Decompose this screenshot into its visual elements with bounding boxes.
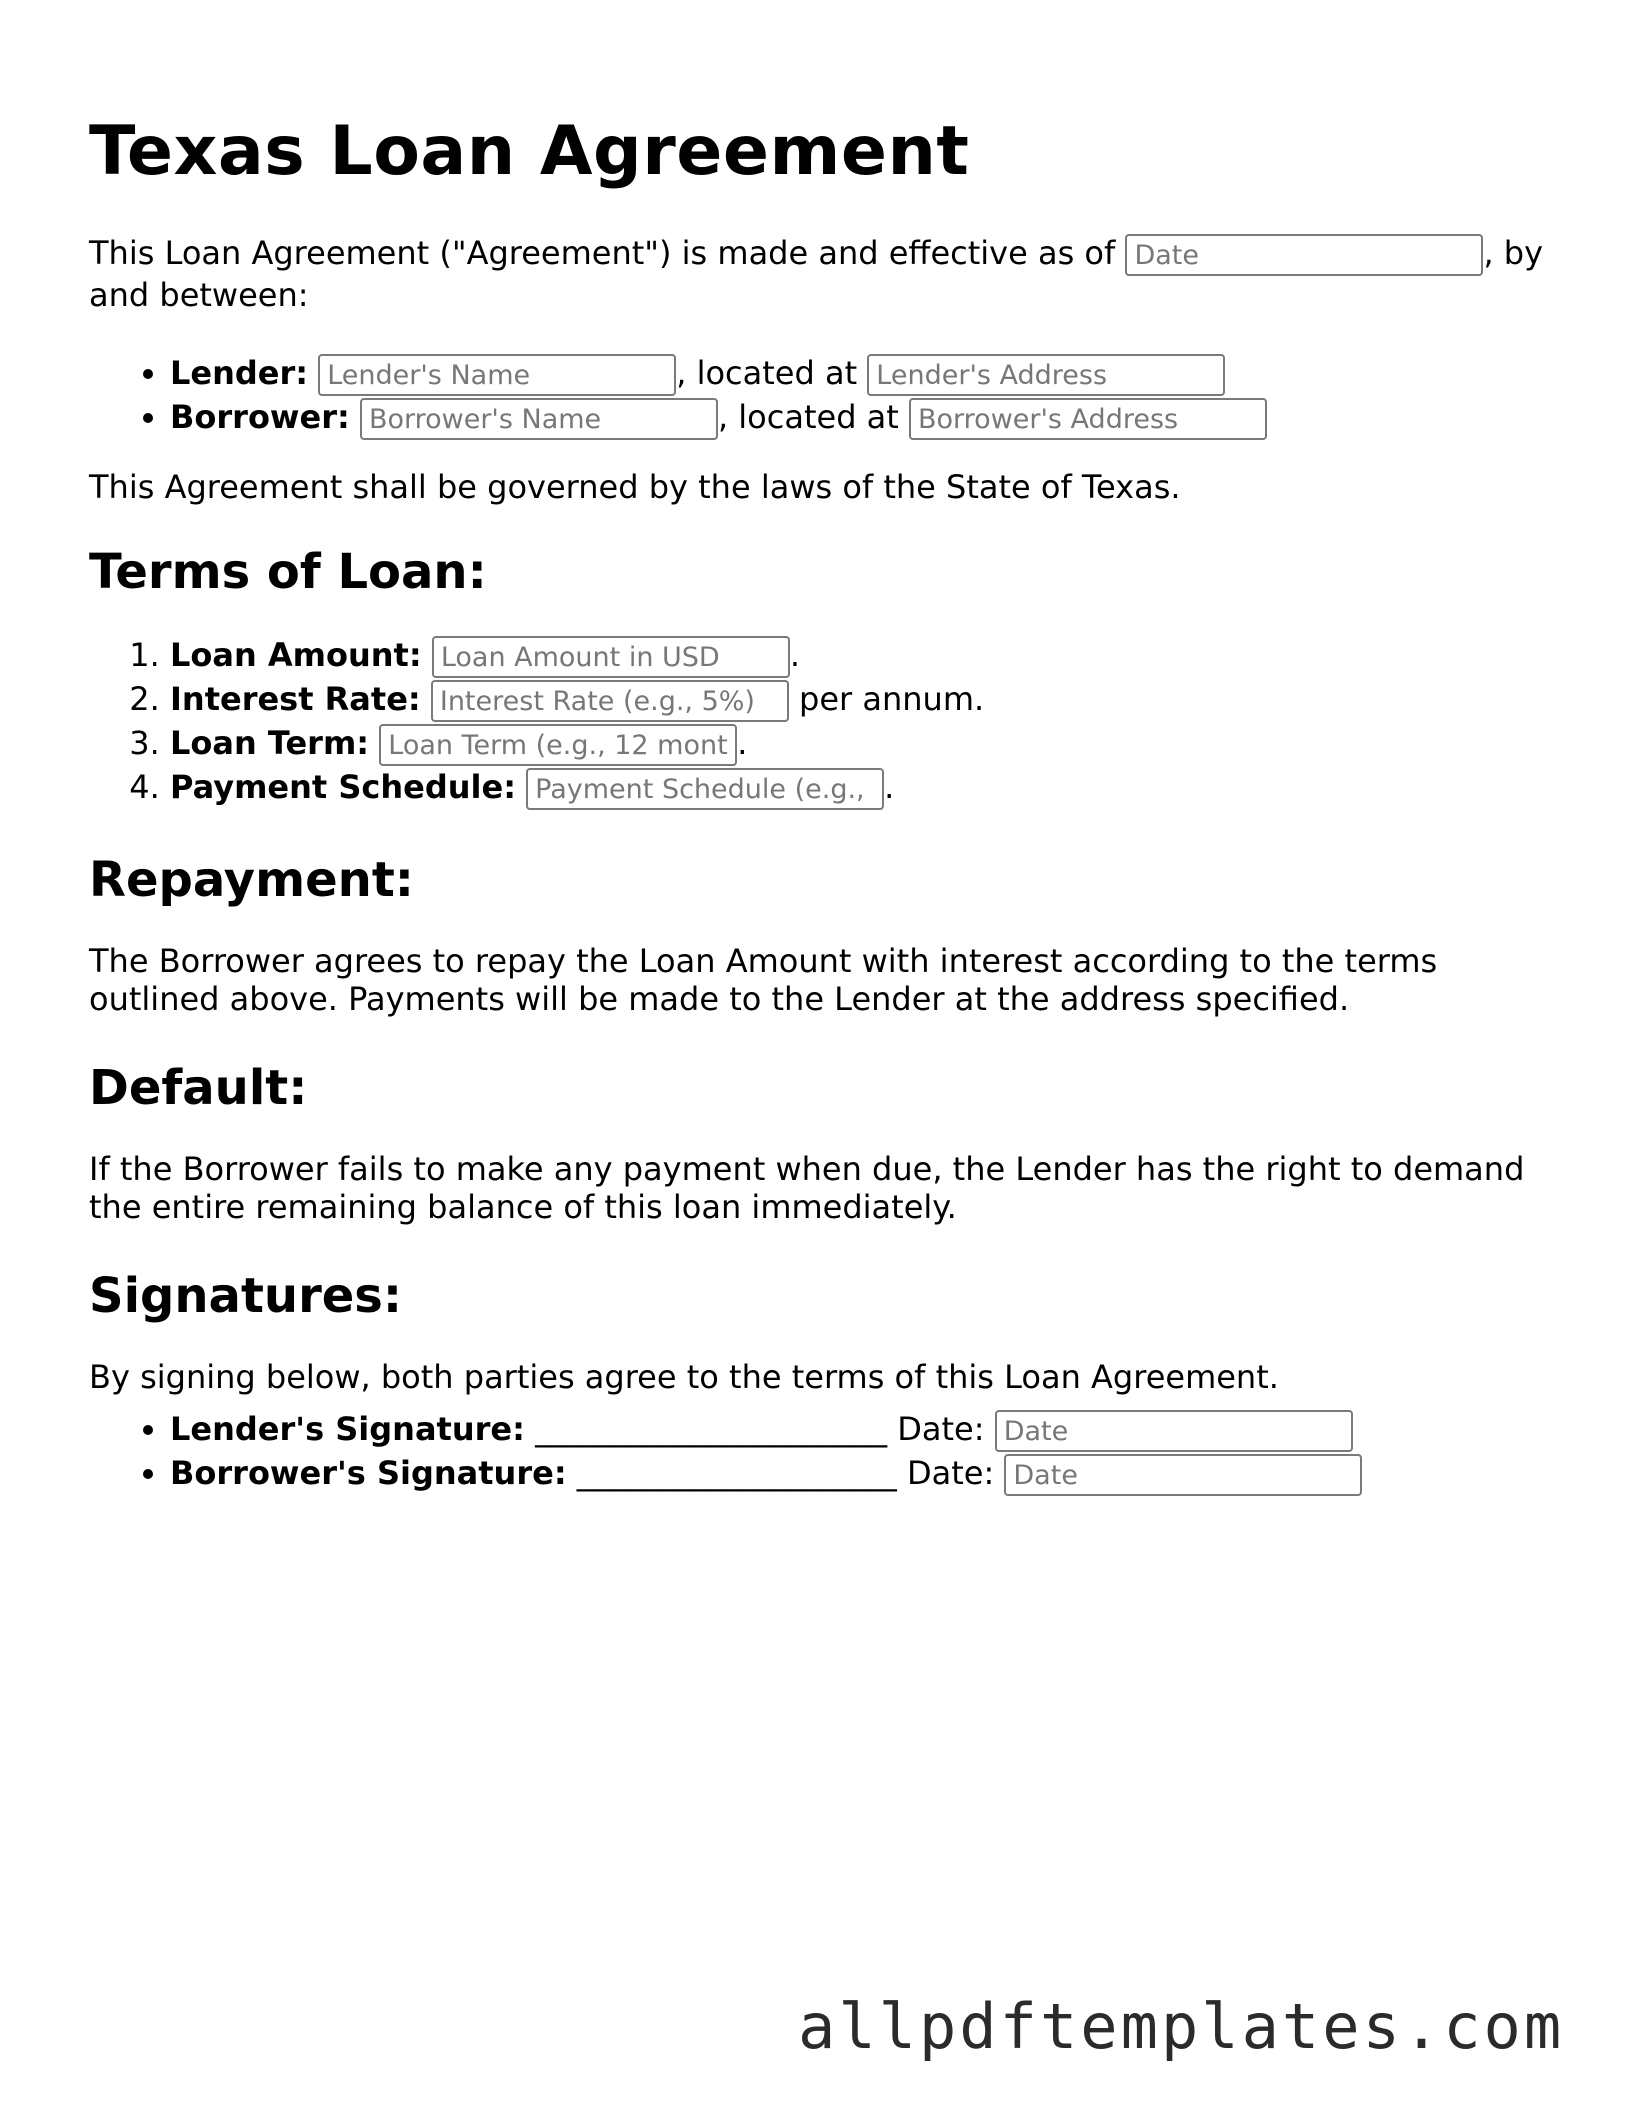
payment-schedule-field[interactable]: [526, 768, 884, 810]
party-lender: [170, 352, 1569, 396]
repayment-text: The Borrower agrees to repay the Loan Amount with interest according to the terms outlined above. Payments will be made to the Lender at the address specified.: [89, 942, 1438, 1018]
term-loan-term: [170, 722, 1569, 766]
intro-paragraph: [89, 234, 1569, 314]
repayment-heading: Repayment:: [89, 852, 414, 908]
term-label: Loan Amount:: [170, 636, 422, 674]
signatures-heading: Signatures:: [89, 1268, 403, 1324]
default-text: If the Borrower fails to make any payment when due, the Lender has the right to demand the entire remaining balance of this loan immediately.: [89, 1150, 1525, 1226]
term-suffix: .: [737, 724, 748, 762]
default-heading: Default:: [89, 1060, 308, 1116]
date-label: Date:: [897, 1410, 985, 1448]
located-text: , located at: [676, 354, 858, 392]
interest-rate-field[interactable]: [431, 680, 789, 722]
terms-list: [89, 634, 1569, 810]
signatures-list: [89, 1408, 1569, 1496]
signature-blank[interactable]: ____________________: [576, 1454, 897, 1492]
term-suffix: .: [789, 636, 800, 674]
intro-text-after: , by and between:: [89, 234, 1544, 314]
signature-blank[interactable]: ______________________: [535, 1410, 888, 1448]
lender-signature-date-field[interactable]: [995, 1410, 1353, 1452]
loan-amount-field[interactable]: [432, 636, 790, 678]
term-loan-amount: [170, 634, 1569, 678]
term-label: Loan Term:: [170, 724, 370, 762]
term-label: Interest Rate:: [170, 680, 421, 718]
agreement-date-field[interactable]: [1125, 234, 1483, 276]
borrower-signature-line: [170, 1452, 1569, 1496]
party-borrower: [170, 396, 1569, 440]
term-suffix: .: [884, 768, 895, 806]
signature-label: Borrower's Signature:: [170, 1454, 567, 1492]
lender-address-field[interactable]: [867, 354, 1225, 396]
signatures-text: By signing below, both parties agree to the terms of this Loan Agreement.: [89, 1358, 1279, 1396]
lender-signature-line: [170, 1408, 1569, 1452]
loan-term-field[interactable]: [379, 724, 737, 766]
party-label: Borrower:: [170, 398, 350, 436]
term-interest-rate: [170, 678, 1569, 722]
party-label: Lender:: [170, 354, 309, 392]
document-page: [89, 112, 1569, 1496]
parties-list: [89, 352, 1569, 440]
lender-name-field[interactable]: [318, 354, 676, 396]
date-label: Date:: [906, 1454, 995, 1492]
signature-label: Lender's Signature:: [170, 1410, 525, 1448]
borrower-name-field[interactable]: [360, 398, 718, 440]
page-title: Texas Loan Agreement: [89, 112, 970, 191]
intro-text: This Loan Agreement ("Agreement") is made and effective as of: [89, 234, 1116, 272]
governing-law-text: This Agreement shall be governed by the laws of the State of Texas.: [89, 468, 1181, 506]
borrower-signature-date-field[interactable]: [1004, 1454, 1362, 1496]
term-suffix: per annum.: [788, 680, 985, 718]
term-label: Payment Schedule:: [170, 768, 516, 806]
watermark: allpdftemplates.com: [798, 1990, 1565, 2063]
located-text: , located at: [717, 398, 899, 436]
borrower-address-field[interactable]: [909, 398, 1267, 440]
term-payment-schedule: [170, 766, 1569, 810]
terms-heading: Terms of Loan:: [89, 544, 487, 600]
